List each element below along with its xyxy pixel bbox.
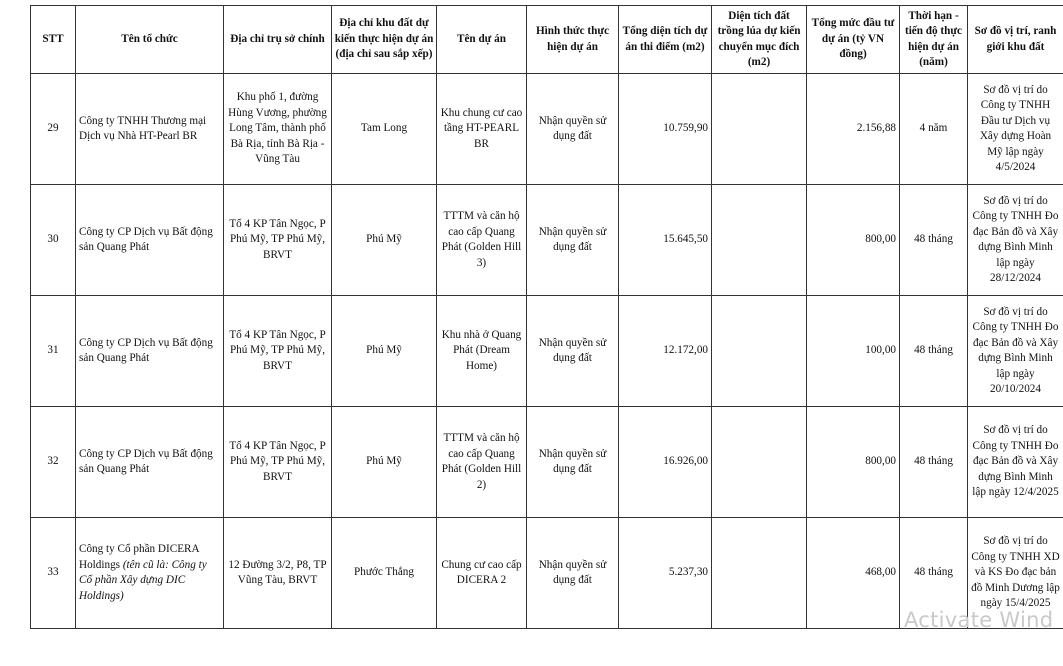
cell-hq: 12 Đường 3/2, P8, TP Vũng Tàu, BRVT: [224, 518, 332, 629]
cell-duration: 48 tháng: [900, 518, 968, 629]
cell-form: Nhận quyền sử dụng đất: [527, 518, 619, 629]
cell-site: Phú Mỹ: [332, 185, 437, 296]
cell-form: Nhận quyền sử dụng đất: [527, 185, 619, 296]
cell-org: [76, 518, 224, 629]
cell-map: Sơ đồ vị trí do Công ty TNHH Đo đạc Bản đồ và Xây dựng Bình Minh lập ngày 12/4/2025: [968, 407, 1063, 518]
cell-form: Nhận quyền sử dụng đất: [527, 74, 619, 185]
cell-rice: [712, 74, 807, 185]
org-name: Công ty TNHH Thương mại Dịch vụ Nhà HT-Pearl BR: [79, 114, 207, 142]
cell-duration: 48 tháng: [900, 185, 968, 296]
cell-rice: [712, 185, 807, 296]
cell-hq: Khu phố 1, đường Hùng Vương, phường Long Tâm, thành phố Bà Rịa, tỉnh Bà Rịa - Vũng Tàu: [224, 74, 332, 185]
cell-site: Phú Mỹ: [332, 407, 437, 518]
cell-area: 5.237,30: [619, 518, 712, 629]
cell-site: Phước Thắng: [332, 518, 437, 629]
cell-project: TTTM và căn hộ cao cấp Quang Phát (Golden Hill 3): [437, 185, 527, 296]
cell-stt: 30: [31, 185, 76, 296]
table-row: [31, 407, 1063, 518]
org-name: Công ty CP Dịch vụ Bất động sản Quang Phát: [79, 447, 213, 475]
cell-hq: Tổ 4 KP Tân Ngọc, P Phú Mỹ, TP Phú Mỹ, BRVT: [224, 407, 332, 518]
cell-stt: 33: [31, 518, 76, 629]
org-name: Công ty Cổ phần DICERA Holdings: [79, 543, 199, 571]
header-site: Địa chỉ khu đất dự kiến thực hiện dự án (địa chỉ sau sắp xếp): [332, 6, 437, 74]
header-duration: Thời hạn - tiến độ thực hiện dự án (năm): [900, 6, 968, 74]
cell-duration: 48 tháng: [900, 296, 968, 407]
header-org: Tên tổ chức: [76, 6, 224, 74]
cell-duration: 4 năm: [900, 74, 968, 185]
header-stt: STT: [31, 6, 76, 74]
header-area: Tổng diện tích dự án thi điểm (m2): [619, 6, 712, 74]
header-map: Sơ đồ vị trí, ranh giới khu đất: [968, 6, 1063, 74]
cell-rice: [712, 296, 807, 407]
activation-watermark: Activate Wind: [904, 608, 1054, 632]
header-rice: Diện tích đất trồng lúa dự kiến chuyển mục đích (m2): [712, 6, 807, 74]
cell-org: [76, 296, 224, 407]
cell-map: Sơ đồ vị trí do Công ty TNHH Đo đạc Bản đồ và Xây dựng Bình Minh lập ngày 28/12/2024: [968, 185, 1063, 296]
cell-org: [76, 407, 224, 518]
cell-org: [76, 74, 224, 185]
org-former-name: (tên cũ là: Công ty Cổ phần Xây dựng DIC Holdings): [79, 558, 207, 602]
cell-duration: 48 tháng: [900, 407, 968, 518]
cell-site: Phú Mỹ: [332, 296, 437, 407]
header-hq: Địa chỉ trụ sở chính: [224, 6, 332, 74]
cell-project: Khu chung cư cao tầng HT-PEARL BR: [437, 74, 527, 185]
cell-invest: 800,00: [807, 185, 900, 296]
header-form: Hình thức thực hiện dự án: [527, 6, 619, 74]
cell-project: Khu nhà ở Quang Phát (Dream Home): [437, 296, 527, 407]
table-row: [31, 74, 1063, 185]
cell-site: Tam Long: [332, 74, 437, 185]
cell-form: Nhận quyền sử dụng đất: [527, 296, 619, 407]
org-name: Công ty CP Dịch vụ Bất động sản Quang Phát: [79, 225, 213, 253]
cell-invest: 100,00: [807, 296, 900, 407]
cell-stt: 29: [31, 74, 76, 185]
cell-project: Chung cư cao cấp DICERA 2: [437, 518, 527, 629]
org-name: Công ty CP Dịch vụ Bất động sản Quang Phát: [79, 336, 213, 364]
cell-rice: [712, 407, 807, 518]
cell-map: Sơ đồ vị trí do Công ty TNHH XD và KS Đo đạc bản đồ Minh Dương lập ngày 15/4/2025: [968, 518, 1063, 629]
cell-area: 16.926,00: [619, 407, 712, 518]
cell-stt: 31: [31, 296, 76, 407]
cell-form: Nhận quyền sử dụng đất: [527, 407, 619, 518]
cell-rice: [712, 518, 807, 629]
header-invest: Tổng mức đầu tư dự án (tỷ VN đồng): [807, 6, 900, 74]
header-row: [31, 6, 1063, 74]
cell-hq: Tổ 4 KP Tân Ngọc, P Phú Mỹ, TP Phú Mỹ, BRVT: [224, 185, 332, 296]
cell-map: Sơ đồ vị trí do Công ty TNHH Đo đạc Bản đồ và Xây dựng Bình Minh lập ngày 20/10/2024: [968, 296, 1063, 407]
table-row: [31, 296, 1063, 407]
cell-invest: 468,00: [807, 518, 900, 629]
cell-area: 10.759,90: [619, 74, 712, 185]
cell-project: TTTM và căn hộ cao cấp Quang Phát (Golden Hill 2): [437, 407, 527, 518]
table-row: [31, 185, 1063, 296]
cell-org: [76, 185, 224, 296]
cell-invest: 2.156,88: [807, 74, 900, 185]
projects-table: [30, 5, 1063, 629]
cell-area: 15.645,50: [619, 185, 712, 296]
cell-hq: Tổ 4 KP Tân Ngọc, P Phú Mỹ, TP Phú Mỹ, BRVT: [224, 296, 332, 407]
cell-area: 12.172,00: [619, 296, 712, 407]
header-project: Tên dự án: [437, 6, 527, 74]
cell-invest: 800,00: [807, 407, 900, 518]
cell-stt: 32: [31, 407, 76, 518]
cell-map: Sơ đồ vị trí do Công ty TNHH Đầu tư Dịch vụ Xây dựng Hoàn Mỹ lập ngày 4/5/2024: [968, 74, 1063, 185]
